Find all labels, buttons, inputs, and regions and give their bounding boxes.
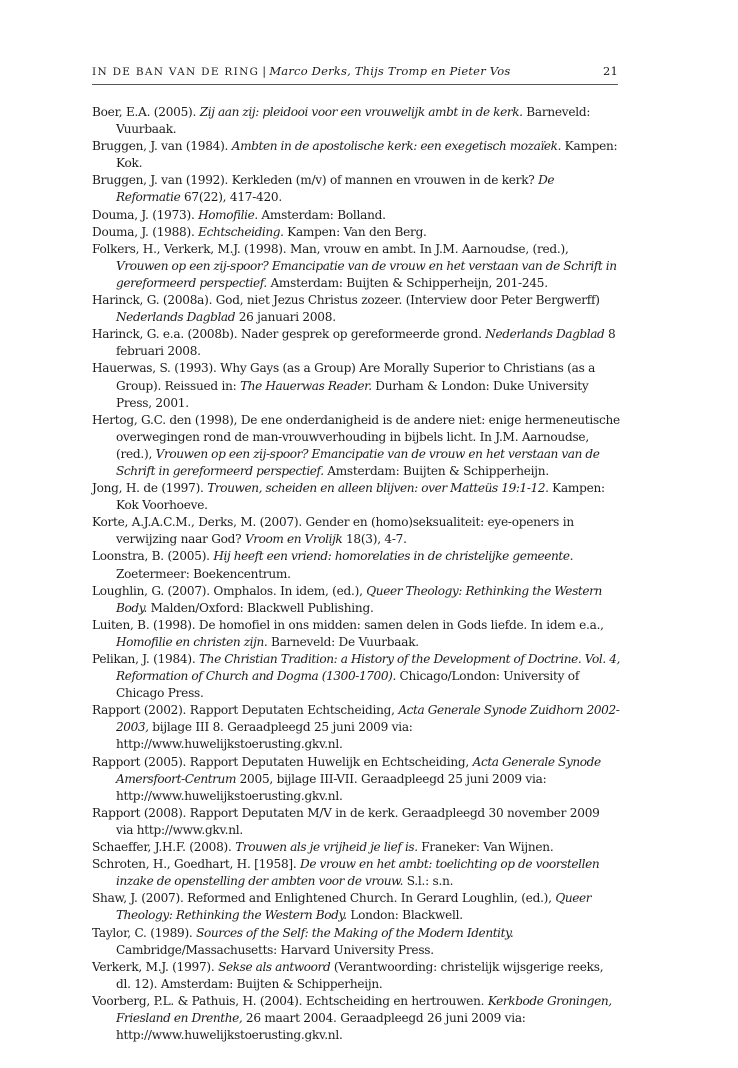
reference-text: Voorberg, P.L. & Pathuis, H. (2004). Echtscheiding en hertrouwen. xyxy=(92,993,488,1008)
reference-text: Amsterdam: Bolland. xyxy=(257,207,386,222)
reference-title: Trouwen als je vrijheid je lief is. xyxy=(235,840,418,855)
reference-title: Zij aan zij: pleidooi voor een vrouwelijk ambt in de kerk. xyxy=(199,105,523,119)
reference-entry xyxy=(92,651,620,702)
reference-list xyxy=(92,104,620,1044)
reference-title: Hij heeft een vriend: homorelaties in de christelijke gemeente. xyxy=(213,549,574,564)
reference-title: Echtscheiding. xyxy=(198,224,284,239)
reference-title: Queer Theology: Rethinking the Western Body. xyxy=(116,583,602,615)
reference-text: Zoetermeer: Boekencentrum. xyxy=(116,566,291,581)
reference-entry xyxy=(92,805,620,839)
reference-text: Taylor, C. (1989). xyxy=(92,925,197,940)
reference-text: Durham & London: Duke University Press, 2001. xyxy=(116,378,589,410)
reference-title: De vrouw en het ambt: toelichting op de voorstellen inzake de openstelling der ambten voor de vrouw. xyxy=(116,857,600,889)
reference-text: Jong, H. de (1997). xyxy=(92,481,208,496)
header-separator: | xyxy=(262,64,267,78)
reference-title: Ambten in de apostolische kerk: een exegetisch mozaïek. xyxy=(231,139,562,154)
reference-title: Acta Generale Synode Amersfoort-Centrum xyxy=(116,754,601,786)
reference-entry xyxy=(92,993,620,1044)
reference-title: De Reformatie xyxy=(116,173,555,205)
reference-entry xyxy=(92,754,620,805)
reference-text: Rapport (2008). Rapport Deputaten M/V in de kerk. Geraadpleegd 30 november 2009 via http://www.gkv.nl. xyxy=(92,805,600,837)
reference-text: Kampen: Kok Voorhoeve. xyxy=(116,481,605,513)
reference-title: Acta Generale Synode Zuidhorn 2002-2003, xyxy=(116,703,620,735)
reference-title: Queer Theology: Rethinking the Western Body. xyxy=(116,891,592,923)
reference-text: London: Blackwell. xyxy=(346,908,463,923)
page-number: 21 xyxy=(602,64,618,78)
running-title-line xyxy=(92,64,510,78)
reference-entry xyxy=(92,890,620,924)
reference-text: Schaeffer, J.H.F. (2008). xyxy=(92,840,236,855)
reference-entry xyxy=(92,412,620,480)
reference-text: Schroten, H., Goedhart, H. [1958]. xyxy=(92,857,301,872)
reference-text: Harinck, G. (2008a). God, niet Jezus Christus zozeer. (Interview door Peter Bergwerff) xyxy=(92,293,600,308)
reference-entry xyxy=(92,514,620,548)
reference-text: Amsterdam: Buijten & Schipperheijn. xyxy=(323,463,549,478)
reference-text: Verkerk, M.J. (1997). xyxy=(92,959,219,974)
reference-text: 2005, bijlage III-VII. Geraadpleegd 25 juni 2009 via: http://www.huwelijkstoerusting.gkv.nl. xyxy=(116,771,547,803)
reference-text: Amsterdam: Buijten & Schipperheijn, 201-245. xyxy=(266,275,548,290)
reference-entry xyxy=(92,856,620,890)
reference-text: Hertog, G.C. den (1998), De ene onderdanigheid is de andere niet: enige hermeneutische overwegingen rond de man-vrouwverhouding in bijbels licht. In J.M. Aarnoudse, (red.), xyxy=(92,412,620,461)
reference-entry xyxy=(92,241,620,292)
reference-text: Douma, J. (1973). xyxy=(92,207,199,222)
reference-text: Kampen: Van den Berg. xyxy=(283,224,427,239)
reference-text: Loonstra, B. (2005). xyxy=(92,549,214,564)
reference-entry xyxy=(92,326,620,360)
reference-title: Vrouwen op een zij-spoor? Emancipatie van de vrouw en het verstaan van de Schrift in gereformeerd perspectief. xyxy=(116,446,600,478)
reference-text: 67(22), 417-420. xyxy=(180,190,282,205)
reference-title: Sources of the Self: the Making of the Modern Identity. xyxy=(196,925,514,940)
reference-text: Hauerwas, S. (1993). Why Gays (as a Group) Are Morally Superior to Christians (as a Group). Reissued in: xyxy=(92,361,596,393)
reference-entry xyxy=(92,583,620,617)
reference-text: 26 januari 2008. xyxy=(235,310,336,325)
reference-text: Rapport (2005). Rapport Deputaten Huwelijk en Echtscheiding, xyxy=(92,754,473,769)
reference-entry xyxy=(92,172,620,206)
reference-text: Malden/Oxford: Blackwell Publishing. xyxy=(146,600,374,615)
reference-title: Trouwen, scheiden en alleen blijven: over Matteüs 19:1-12. xyxy=(207,481,549,496)
reference-text: Folkers, H., Verkerk, M.J. (1998). Man, vrouw en ambt. In J.M. Aarnoudse, (red.), xyxy=(92,241,569,256)
reference-text: 8 februari 2008. xyxy=(116,327,616,359)
reference-entry xyxy=(92,702,620,753)
reference-entry xyxy=(92,104,620,138)
reference-text: Chicago/London: University of Chicago Press. xyxy=(116,669,580,701)
reference-entry xyxy=(92,617,620,651)
reference-text: bijlage III 8. Geraadpleegd 25 juni 2009 via: http://www.huwelijkstoerusting.gkv.nl. xyxy=(116,720,413,752)
reference-title: The Hauerwas Reader. xyxy=(240,378,372,393)
reference-text: S.l.: s.n. xyxy=(403,874,454,889)
reference-title: Nederlands Dagblad xyxy=(116,310,236,325)
reference-text: Franeker: Van Wijnen. xyxy=(417,840,554,855)
reference-entry xyxy=(92,959,620,993)
running-title: IN DE BAN VAN DE RING xyxy=(92,66,260,78)
reference-text: Pelikan, J. (1984). xyxy=(92,652,200,666)
reference-text: 18(3), 4-7. xyxy=(342,532,407,547)
reference-entry xyxy=(92,360,620,411)
reference-text: Cambridge/Massachusetts: Harvard University Press. xyxy=(116,942,434,957)
header-rule xyxy=(92,84,618,85)
reference-text: Shaw, J. (2007). Reformed and Enlightened Church. In Gerard Loughlin, (ed.), xyxy=(92,891,556,906)
reference-text: Harinck, G. e.a. (2008b). Nader gesprek op gereformeerde grond. xyxy=(92,327,486,342)
reference-title: Homofilie. xyxy=(198,207,258,222)
reference-entry xyxy=(92,839,620,856)
reference-title: Sekse als antwoord xyxy=(218,959,331,974)
reference-text: Rapport (2002). Rapport Deputaten Echtscheiding, xyxy=(92,703,399,718)
reference-text: 26 maart 2004. Geraadpleegd 26 juni 2009 via: http://www.huwelijkstoerusting.gkv.nl. xyxy=(116,1010,526,1043)
reference-entry xyxy=(92,925,620,959)
reference-text: Barneveld: De Vuurbaak. xyxy=(267,634,419,649)
reference-text: Luiten, B. (1998). De homofiel in ons midden: samen delen in Gods liefde. In idem e.a., xyxy=(92,617,604,632)
reference-title: The Christian Tradition: a History of the Development of Doctrine. Vol. 4, Reformation of Church and Dogma (1300-1700). xyxy=(116,652,620,684)
reference-entry xyxy=(92,480,620,514)
reference-text: Douma, J. (1988). xyxy=(92,224,199,239)
reference-text: Kampen: Kok. xyxy=(116,139,618,171)
reference-text: Boer, E.A. (2005). xyxy=(92,105,200,119)
reference-entry xyxy=(92,224,620,241)
reference-title: Kerkbode Groningen, Friesland en Drenthe, xyxy=(116,993,612,1025)
reference-entry xyxy=(92,548,620,582)
reference-text: Korte, A.J.A.C.M., Derks, M. (2007). Gender en (homo)seksualiteit: eye-openers in verwijzing naar God? xyxy=(92,515,574,547)
reference-title: Vroom en Vrolijk xyxy=(244,532,343,547)
reference-text: Bruggen, J. van (1992). Kerkleden (m/v) of mannen en vrouwen in de kerk? xyxy=(92,173,539,188)
reference-entry xyxy=(92,207,620,224)
running-authors: Marco Derks, Thijs Tromp en Pieter Vos xyxy=(269,64,511,78)
reference-text: Loughlin, G. (2007). Omphalos. In idem, (ed.), xyxy=(92,583,367,598)
reference-title: Homofilie en christen zijn. xyxy=(116,634,268,649)
reference-text: Bruggen, J. van (1984). xyxy=(92,139,232,154)
reference-entry xyxy=(92,292,620,326)
reference-entry xyxy=(92,138,620,172)
reference-text: Barneveld: Vuurbaak. xyxy=(116,105,591,137)
reference-text: (Verantwoording: christelijk wijsgerige reeks, dl. 12). Amsterdam: Buijten & Schipperheijn. xyxy=(116,959,604,991)
reference-title: Vrouwen op een zij-spoor? Emancipatie van de vrouw en het verstaan van de Schrift in gereformeerd perspectief. xyxy=(116,258,617,290)
reference-title: Nederlands Dagblad xyxy=(485,327,605,342)
